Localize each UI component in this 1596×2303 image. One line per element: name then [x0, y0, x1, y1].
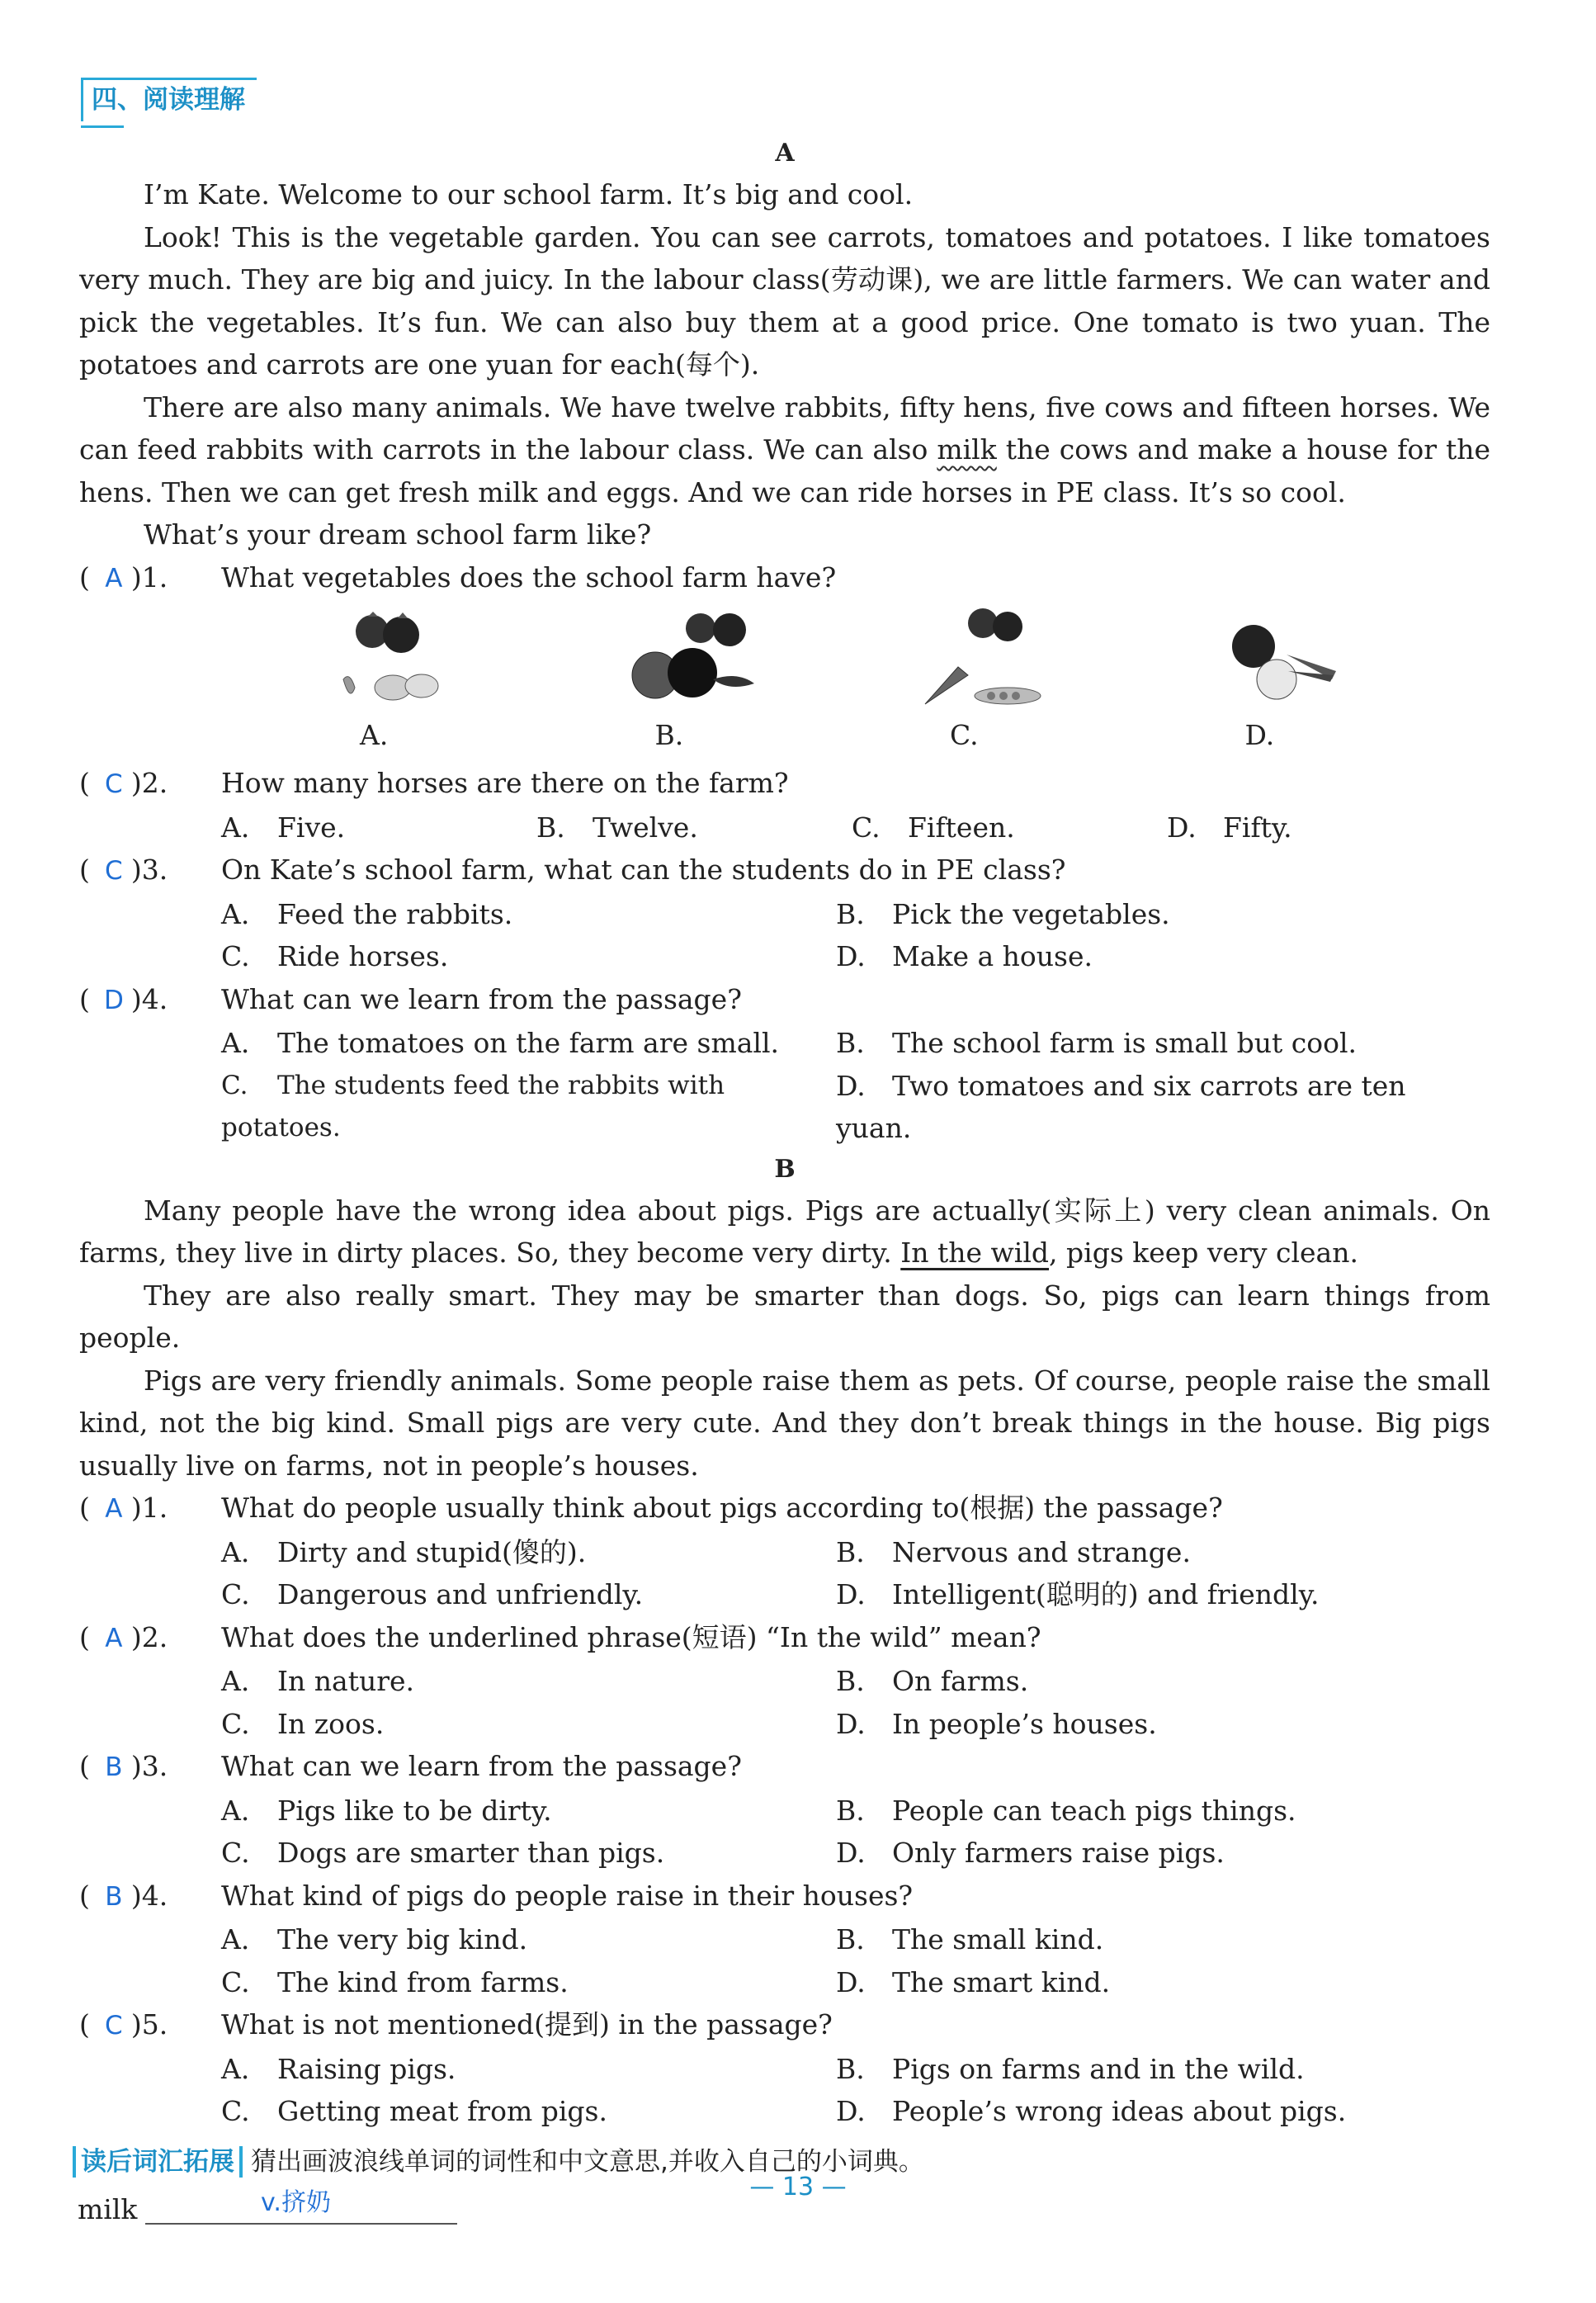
option-b: B. Nervous and strange. — [836, 1535, 1191, 1568]
question-b3: ( B )3. What can we learn from the passage? — [79, 1745, 1490, 1790]
worksheet-page — [79, 74, 1490, 2230]
options — [79, 1022, 1490, 1150]
vocab-instruction: 猜出画波浪线单词的词性和中文意思,并收入自己的小词典。 — [251, 2146, 924, 2177]
answer: A — [105, 1623, 123, 1653]
question-b1: ( A )1. What do people usually think about pigs according to(根据) the passage? — [79, 1487, 1490, 1531]
picture-option-c — [900, 605, 1196, 762]
answer: C — [105, 769, 123, 799]
option-b: B. Pick the vegetables. — [836, 897, 1170, 930]
option-a: A. In nature. — [221, 1665, 415, 1697]
passage-a-title: A — [775, 139, 795, 168]
tomato-carrot-potato-icon — [327, 605, 451, 721]
option-b: B. Twelve. — [536, 811, 698, 844]
option-a: A. Five. — [221, 811, 346, 844]
question-text: What can we learn from the passage? — [221, 1750, 742, 1782]
question-text: What kind of pigs do people raise in their houses? — [221, 1879, 914, 1912]
option-a: A. Feed the rabbits. — [221, 897, 513, 930]
option-d: D. Make a house. — [836, 940, 1093, 972]
question-a4: ( D )4. What can we learn from the passage? — [79, 978, 1490, 1023]
option-c: C. Getting meat from pigs. — [221, 2095, 607, 2127]
option-d: D. Fifty. — [1167, 811, 1292, 844]
option-d: D. Two tomatoes and six carrots are ten yuan. — [836, 1069, 1406, 1144]
option-d: D. People’s wrong ideas about pigs. — [836, 2095, 1347, 2127]
options — [79, 1531, 1490, 1616]
option-d: D. Intelligent(聪明的) and friendly. — [836, 1578, 1320, 1610]
wavy-word-milk: milk — [937, 433, 997, 466]
option-c: C. Ride horses. — [221, 940, 449, 972]
question-b5: ( C )5. What is not mentioned(提到) in the passage? — [79, 2003, 1490, 2048]
option-b: B. Pigs on farms and in the wild. — [836, 2052, 1305, 2085]
answer: C — [105, 856, 123, 886]
tomato-onion-pepper-icon — [622, 605, 763, 721]
picture-label-b: B. — [654, 719, 684, 751]
option-c: C. The students feed the rabbits with potatoes. — [221, 1070, 725, 1142]
question-b2: ( A )2. What does the underlined phrase(短语) “In the wild” mean? — [79, 1616, 1490, 1661]
option-c: C. Fifteen. — [852, 811, 1015, 844]
option-b: B. The school farm is small but cool. — [836, 1027, 1358, 1059]
picture-label-c: C. — [950, 719, 979, 751]
underlined-phrase: In the wild — [900, 1237, 1050, 1269]
question-text: What vegetables does the school farm have? — [221, 560, 837, 593]
passage-b-para-3: Pigs are very friendly animals. Some people raise them as pets. Of course, people raise the small kind, not the big kind. Small pigs are very cute. And they don’t break things in the house. Big pigs usually live on farms, not in people’s houses. — [79, 1364, 1490, 1482]
option-c: C. Dogs are smarter than pigs. — [221, 1837, 665, 1869]
picture-label-a: A. — [360, 719, 389, 751]
passage-b-title: B — [774, 1154, 796, 1184]
option-a: A. The very big kind. — [221, 1923, 528, 1955]
vocab-word: milk — [78, 2193, 138, 2225]
passage-a-para-1: I’m Kate. Welcome to our school farm. It’s big and cool. — [144, 178, 914, 210]
picture-option-b — [606, 605, 901, 762]
picture-option-d — [1196, 605, 1491, 762]
answer: D — [103, 985, 124, 1015]
option-c: C. In zoos. — [221, 1707, 385, 1740]
option-c: C. The kind from farms. — [221, 1965, 569, 1998]
options — [79, 893, 1490, 978]
options — [79, 806, 1490, 849]
answer: A — [105, 1494, 123, 1524]
question-text: What is not mentioned(提到) in the passage? — [221, 2008, 833, 2041]
passage-a-para-4: What’s your dream school farm like? — [144, 518, 652, 551]
option-b: B. People can teach pigs things. — [836, 1794, 1296, 1827]
options — [79, 1918, 1490, 2003]
option-b: B. The small kind. — [836, 1923, 1104, 1955]
passage-b-para-2: They are also really smart. They may be smarter than dogs. So, pigs can learn things from people. — [79, 1279, 1490, 1354]
vocab-answer: v.挤奶 — [261, 2188, 331, 2217]
tomato-carrot-peas-icon — [917, 605, 1057, 729]
question-text: What does the underlined phrase(短语) “In the wild” mean? — [221, 1620, 1041, 1653]
picture-option-a — [310, 605, 606, 762]
picture-label-d: D. — [1244, 719, 1275, 751]
answer: A — [105, 563, 123, 593]
question-a3: ( C )3. On Kate’s school farm, what can the students do in PE class? — [79, 849, 1490, 893]
tomato-onion-carrot-icon — [1212, 605, 1353, 721]
question-text: On Kate’s school farm, what can the students do in PE class? — [221, 854, 1066, 886]
options — [79, 2048, 1490, 2133]
question-text: What can we learn from the passage? — [221, 982, 742, 1015]
answer: C — [105, 2011, 123, 2041]
option-d: D. The smart kind. — [836, 1965, 1111, 1998]
para-3-start: There are also many animals. We have twelve rabbits, fifty hens, five cows and fifteen horses. We can feed rabbits with carrots in the labour class. We can also — [79, 390, 1490, 466]
question-b4: ( B )4. What kind of pigs do people raise in their houses? — [79, 1875, 1490, 1919]
passage-a-para-3 — [79, 386, 1490, 514]
answer: B — [105, 1881, 123, 1912]
option-d: D. Only farmers raise pigs. — [836, 1837, 1225, 1869]
para-3-rest: the cows and make a house for the hens. Then we can get fresh milk and eggs. And we can ride horses in PE class. It’s so cool. — [79, 433, 1491, 508]
option-a: A. Pigs like to be dirty. — [221, 1794, 552, 1827]
answer: B — [105, 1752, 123, 1782]
question-a1: ( A )1. What vegetables does the school farm have? — [79, 556, 1490, 601]
question-text: How many horses are there on the farm? — [221, 767, 789, 799]
vocab-tag: 读后词汇拓展 — [73, 2146, 243, 2178]
question-a2: ( C )2. How many horses are there on the farm? — [79, 762, 1490, 806]
question-text: What do people usually think about pigs according to(根据) the passage? — [221, 1492, 1223, 1524]
option-a: A. Dirty and stupid(傻的). — [221, 1535, 587, 1568]
page-number: — 13 — — [749, 2173, 847, 2201]
option-a: A. Raising pigs. — [221, 2052, 456, 2085]
passage-a-para-2: Look! This is the vegetable garden. You can see carrots, tomatoes and potatoes. I like tomatoes very much. They are big and juicy. In the labour class(劳动课), we are little farmers. We can water and pick the vegetables. It’s fun. We can also buy them at a good price. One tomato is two yuan. The potatoes and carrots are one yuan for each(每个). — [79, 220, 1490, 381]
section-header: 四、阅读理解 — [81, 78, 257, 121]
options — [79, 1790, 1490, 1875]
picture-options — [79, 605, 1490, 762]
option-b: B. On farms. — [836, 1665, 1029, 1697]
option-a: A. The tomatoes on the farm are small. — [221, 1027, 780, 1059]
options — [79, 1660, 1490, 1745]
passage-b-para-1: Many people have the wrong idea about pigs. Pigs are actually(实际上) very clean animals. On farms, they live in dirty places. So, they become very dirty. In the wild, pigs keep very clean. — [79, 1194, 1490, 1269]
option-d: D. In people’s houses. — [836, 1707, 1157, 1740]
option-c: C. Dangerous and unfriendly. — [221, 1578, 644, 1610]
